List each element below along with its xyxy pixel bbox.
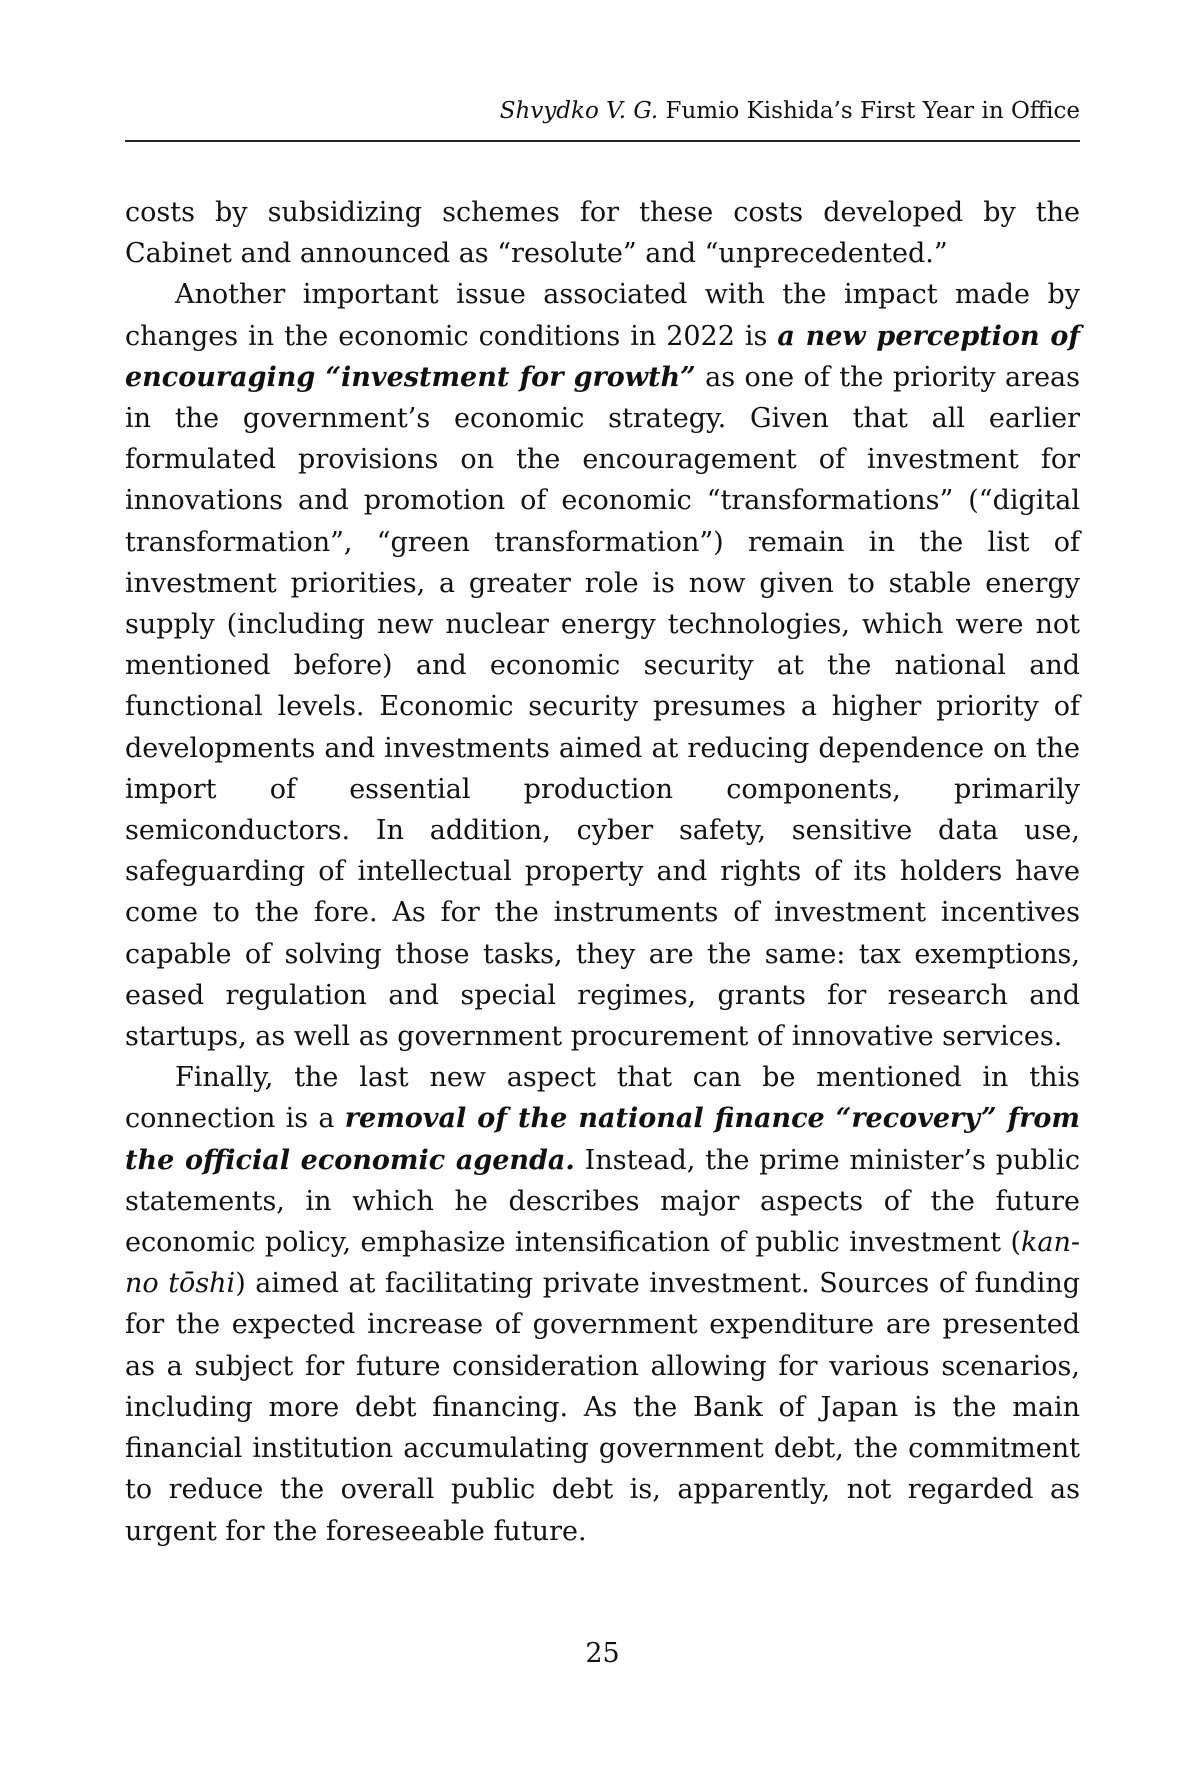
body-text [125, 192, 1080, 1552]
header-divider [125, 140, 1080, 142]
page-number: 25 [585, 1638, 620, 1669]
paragraph-text: Instead, the prime minister’s public statements, in which he describes major aspects of the future economic policy, emphasize intensification of public investment ( [125, 1144, 1081, 1259]
japanese-term: kan-no tōshi [125, 1227, 1080, 1300]
paragraph-text: ) aimed at facilitating private investment. Sources of funding for the expected increase of government expenditure are presented as a subject for future consideration allowing for various scenarios, including more debt financing. As the Bank of Japan is the main financial institution accumulating government debt, the commitment to reduce the overall public debt is, apparently, not regarded as urgent for the foreseeable future. [125, 1268, 1080, 1547]
paragraph-finance-recovery [125, 1057, 1080, 1551]
paragraph-text: as one of the priority areas in the government’s economic strategy. Given that all earlier formulated provisions on the encouragement of investment for innovations and promotion of economic “transformations” (“digital transformation”, “green transformation”) remain in the list of investment priorities, a greater role is now given to stable energy supply (including new nuclear energy technologies, which were not mentioned before) and economic security at the national and functional levels. Economic security presumes a higher priority of developments and investments aimed at reducing dependence on the import of essential production components, primarily semiconductors. In addition, cyber safety, sensitive data use, safeguarding of intellectual property and rights of its holders have come to the fore. As for the instruments of investment incentives capable of solving those tasks, they are the same: tax exemptions, eased regulation and special regimes, grants for research and startups, as well as government procurement of innovative services. [125, 361, 1080, 1053]
running-header [500, 96, 1080, 126]
emphasis-investment-growth: a new perception of encouraging “investment for growth” [125, 320, 1080, 393]
emphasis-finance-recovery: removal of the national finance “recovery” from the official economic agenda. [125, 1103, 1080, 1176]
header-author: Shvydko V. G. [499, 98, 659, 124]
paragraph-text: Finally, the last new aspect that can be mentioned in this connection is a [125, 1062, 1080, 1135]
paragraph-continuation [125, 192, 1080, 274]
document-page [125, 0, 1080, 1780]
header-title: Fumio Kishida’s First Year in Office [665, 98, 1080, 124]
paragraph-text: Another important issue associated with the impact made by changes in the economic conditions in 2022 is [125, 279, 1080, 352]
paragraph-investment-growth [125, 274, 1080, 1057]
paragraph-text: costs by subsidizing schemes for these costs developed by the Cabinet and announced as “resolute” and “unprecedented.” [125, 197, 1080, 270]
